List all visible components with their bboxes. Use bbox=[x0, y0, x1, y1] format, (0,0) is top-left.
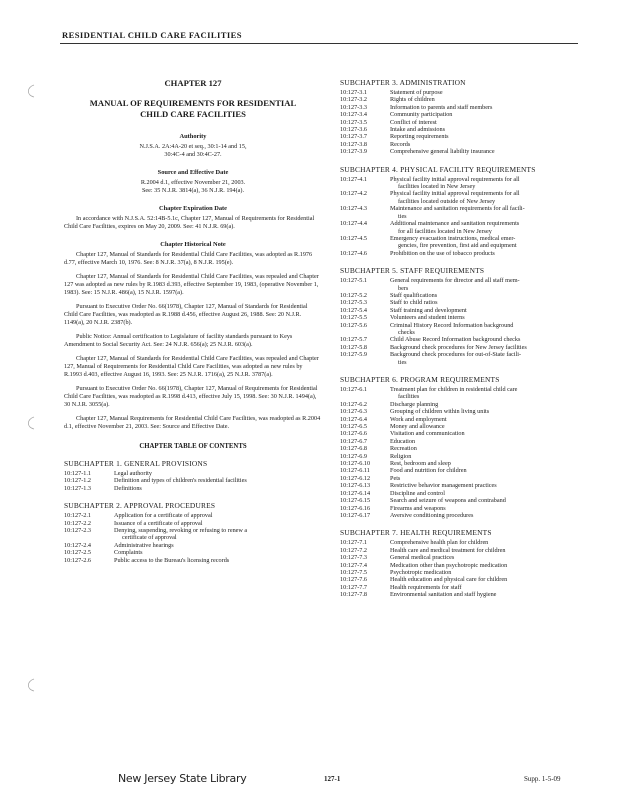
section-title: Volunteers and student interns bbox=[390, 314, 465, 322]
section-title: Staff qualifications bbox=[390, 291, 438, 299]
toc-row bbox=[340, 351, 586, 366]
section-number: 10:127-3.5 bbox=[340, 118, 367, 126]
section-number: 10:127-3.1 bbox=[340, 89, 367, 96]
toc-row bbox=[340, 460, 586, 467]
section-title: Health care and medical treatment for children bbox=[390, 546, 506, 554]
section-number: 10:127-6.5 bbox=[340, 423, 367, 431]
toc-row bbox=[340, 322, 586, 337]
toc-row bbox=[340, 569, 586, 576]
section-title: Search and seizure of weapons and contraband bbox=[390, 497, 506, 505]
section-title: Health education and physical care for children bbox=[390, 576, 508, 584]
toc-row bbox=[64, 520, 322, 527]
toc-list bbox=[340, 277, 586, 366]
toc-row bbox=[340, 453, 586, 460]
toc-row bbox=[340, 576, 586, 583]
toc-list bbox=[340, 89, 586, 156]
section-number: 10:127-6.13 bbox=[340, 482, 371, 490]
toc-row bbox=[340, 205, 586, 220]
section-title: Statement of purpose bbox=[390, 89, 443, 96]
section-title-text: Maintenance and sanitation requirements for all facili- bbox=[390, 205, 525, 213]
section-title: Intake and admissions bbox=[390, 126, 445, 134]
toc-row bbox=[340, 482, 586, 489]
history-paragraph: Pursuant to Executive Order No. 66(1978), Chapter 127, Manual of Requirements for Residential Child Care Facilities, was readopted as R.1998 d.413, effective July 15, 1998. See: 30 N.J.R. 1494(a), 30 N.J.R. 3055(a). bbox=[64, 385, 318, 408]
section-number: 10:127-5.8 bbox=[340, 343, 367, 351]
section-number: 10:127-1.2 bbox=[64, 477, 91, 485]
section-title: Community participation bbox=[390, 111, 453, 119]
section-number: 10:127-6.11 bbox=[340, 467, 370, 475]
section-number: 10:127-2.6 bbox=[64, 556, 91, 564]
history-paragraph: Chapter 127, Manual of Standards for Residential Child Care Facilities, was repealed and Chapter 127 was adopted as new rules by R.1983 d.393, effective September 19, 1983, (operative November 1, 1983). See: 15 N.J.R. 486(a), 15 N.J.R. 1597(a). bbox=[64, 273, 319, 296]
toc-row bbox=[340, 430, 586, 437]
toc-row bbox=[340, 438, 586, 445]
expiration-heading: Chapter Expiration Date bbox=[158, 205, 228, 212]
section-title: Prohibition on the use of tobacco products bbox=[390, 249, 495, 257]
toc-row bbox=[340, 445, 586, 452]
toc-row bbox=[64, 485, 322, 492]
subchapter-4 bbox=[340, 165, 586, 257]
section-number: 10:127-6.4 bbox=[340, 415, 367, 423]
section-title: Comprehensive general liability insurance bbox=[390, 148, 495, 156]
chapter-title bbox=[64, 98, 322, 119]
section-title-text: General requirements for director and all staff mem- bbox=[390, 277, 520, 285]
section-title-text: Physical facility initial approval requirements for all bbox=[390, 175, 520, 183]
section-number: 10:127-2.2 bbox=[64, 519, 91, 527]
toc-row bbox=[340, 416, 586, 423]
section-title: Definition and types of children's residential facilities bbox=[114, 477, 247, 485]
section-title bbox=[386, 220, 586, 235]
section-number: 10:127-6.9 bbox=[340, 452, 367, 460]
section-title-continued: facilities bbox=[398, 393, 420, 401]
history-paragraph: Chapter 127, Manual Requirements for Residential Child Care Facilities, was readopted as R.2004 d.1, effective November 21, 2003. See: Source and Effective Date. bbox=[64, 415, 321, 430]
section-title: Psychotropic medication bbox=[390, 568, 452, 576]
toc-row bbox=[340, 190, 586, 205]
section-title bbox=[386, 322, 586, 337]
section-number: 10:127-7.3 bbox=[340, 554, 367, 562]
section-title: Food and nutrition for children bbox=[390, 467, 467, 475]
section-number: 10:127-4.4 bbox=[340, 220, 367, 228]
toc-row bbox=[64, 527, 322, 542]
toc-list bbox=[340, 539, 586, 598]
section-title-text: Additional maintenance and sanitation requirements bbox=[390, 220, 520, 228]
chapter-number: CHAPTER 127 bbox=[164, 78, 222, 88]
toc-row bbox=[340, 133, 586, 140]
section-title: Rest, bedroom and sleep bbox=[390, 460, 451, 468]
section-number: 10:127-7.4 bbox=[340, 561, 367, 569]
section-title-continued: facilities located outside of New Jersey bbox=[398, 197, 496, 205]
toc-list bbox=[340, 176, 586, 257]
section-title: Health requirements for staff bbox=[390, 583, 462, 591]
toc-row bbox=[64, 477, 322, 484]
toc-row bbox=[64, 542, 322, 549]
section-title bbox=[110, 527, 322, 542]
section-title: Grouping of children within living units bbox=[390, 408, 490, 416]
section-number: 10:127-4.1 bbox=[340, 175, 367, 183]
subchapter-heading: SUBCHAPTER 1. GENERAL PROVISIONS bbox=[64, 459, 208, 468]
left-column bbox=[64, 78, 322, 564]
toc-list bbox=[64, 470, 322, 492]
punch-hole-mark bbox=[24, 416, 36, 430]
page-number: 127-1 bbox=[324, 775, 341, 783]
section-title-text: Denying, suspending, revoking or refusing to renew a bbox=[114, 527, 248, 535]
subchapter-heading: SUBCHAPTER 4. PHYSICAL FACILITY REQUIREMENTS bbox=[340, 164, 536, 174]
section-number: 10:127-1.3 bbox=[64, 484, 91, 492]
history-heading: Chapter Historical Note bbox=[160, 241, 226, 248]
subchapter-2 bbox=[64, 501, 322, 564]
toc-row bbox=[340, 539, 586, 546]
section-title-continued: for all facilities located in New Jersey bbox=[398, 227, 492, 235]
section-title: Information to parents and staff members bbox=[390, 103, 493, 111]
section-number: 10:127-3.4 bbox=[340, 111, 367, 119]
toc-row bbox=[340, 277, 586, 292]
section-title-text: Background check procedures for out-of-State facili- bbox=[390, 351, 522, 359]
source-text bbox=[64, 179, 322, 195]
toc-row bbox=[340, 250, 586, 257]
toc-row bbox=[340, 220, 586, 235]
section-number: 10:127-6.12 bbox=[340, 474, 371, 482]
section-title-text: Physical facility initial approval requirements for all bbox=[390, 190, 520, 198]
section-number: 10:127-7.2 bbox=[340, 546, 367, 554]
section-title: Records bbox=[390, 140, 411, 148]
toc-row bbox=[340, 104, 586, 111]
source-line: See: 35 N.J.R. 3814(a), 36 N.J.R. 194(a). bbox=[141, 187, 245, 194]
section-title: Staff training and development bbox=[390, 306, 467, 314]
section-number: 10:127-5.5 bbox=[340, 314, 367, 322]
expiration-text: In accordance with N.J.S.A. 52:14B-5.1c, Chapter 127, Manual of Requirements for Residential Child Care Facilities, expires on May 20, 2009. See: 41 N.J.R. 69(a). bbox=[64, 215, 315, 230]
section-title: Pets bbox=[390, 474, 401, 482]
section-title: Legal authority bbox=[114, 470, 152, 477]
toc-row bbox=[340, 591, 586, 598]
section-title: Environmental sanitation and staff hygiene bbox=[390, 591, 497, 599]
section-number: 10:127-6.7 bbox=[340, 437, 367, 445]
right-column bbox=[340, 78, 586, 599]
history-paragraph: Pursuant to Executive Order No. 66(1978), Chapter 127, Manual of Standards for Residential Child Care Facilities, was readopted as R.1988 d.456, effective August 26, 1988. See: 20 N.J.R. 1149(a), 20 N.J.R. 2387(b). bbox=[64, 303, 308, 326]
section-title: Visitation and communication bbox=[390, 430, 465, 438]
section-title-continued: bers bbox=[398, 284, 409, 292]
section-title: Discharge planning bbox=[390, 400, 439, 408]
section-title: Work and employment bbox=[390, 415, 447, 423]
section-title: Public access to the Bureau's licensing records bbox=[114, 556, 230, 564]
source-heading: Source and Effective Date bbox=[157, 169, 229, 176]
toc-row bbox=[340, 475, 586, 482]
toc-row bbox=[340, 307, 586, 314]
header-rule bbox=[60, 43, 578, 44]
toc-row bbox=[340, 111, 586, 118]
section-number: 10:127-6.8 bbox=[340, 445, 367, 453]
source-line: R.2004 d.1, effective November 21, 2003. bbox=[140, 179, 246, 186]
history-paragraph: Public Notice: Annual certification to Legislature of facility standards pursuant to Keys Amendment to Social Security Act. See: 24 N.J.R. 656(a); 25 N.J.R. 603(a). bbox=[64, 333, 293, 348]
section-title bbox=[386, 205, 586, 220]
toc-row bbox=[340, 176, 586, 191]
section-number: 10:127-6.15 bbox=[340, 497, 371, 505]
section-number: 10:127-5.9 bbox=[340, 351, 367, 359]
chapter-title-line: MANUAL OF REQUIREMENTS FOR RESIDENTIAL bbox=[89, 98, 297, 108]
toc-row bbox=[340, 336, 586, 343]
section-title: Issuance of a certificate of approval bbox=[114, 519, 203, 527]
subchapter-7 bbox=[340, 528, 586, 598]
section-title: Background check procedures for New Jersey facilities bbox=[390, 343, 527, 351]
section-title: Religion bbox=[390, 452, 412, 460]
toc-row bbox=[340, 96, 586, 103]
toc-title: CHAPTER TABLE OF CONTENTS bbox=[139, 443, 247, 450]
toc-row bbox=[340, 292, 586, 299]
section-title bbox=[386, 386, 586, 401]
authority-line: N.J.S.A. 2A:4A-20 et seq., 30:1-14 and 15, bbox=[139, 143, 247, 150]
toc-row bbox=[340, 386, 586, 401]
toc-row bbox=[340, 562, 586, 569]
section-number: 10:127-6.17 bbox=[340, 511, 371, 519]
toc-row bbox=[340, 148, 586, 155]
toc-row bbox=[64, 557, 322, 564]
history-paragraph: Chapter 127, Manual of Standards for Residential Child Care Facilities, was repealed and Chapter 127, Manual of Requirements for Residential Child Care Facilities, was adopted as new rules by R.1993 d.403, effective August 16, 1993. See: 25 N.J.R. 1716(a), 25 N.J.R. 3787(a). bbox=[64, 355, 319, 378]
section-number: 10:127-6.3 bbox=[340, 408, 367, 416]
library-watermark: New Jersey State Library bbox=[118, 772, 247, 785]
subchapter-heading: SUBCHAPTER 5. STAFF REQUIREMENTS bbox=[340, 266, 485, 276]
section-number: 10:127-7.1 bbox=[340, 539, 367, 547]
section-title-text: Treatment plan for children in residential child care bbox=[390, 386, 518, 393]
section-number: 10:127-3.8 bbox=[340, 140, 367, 148]
toc-row bbox=[64, 512, 322, 519]
subchapter-heading: SUBCHAPTER 7. HEALTH REQUIREMENTS bbox=[340, 528, 492, 538]
running-head: RESIDENTIAL CHILD CARE FACILITIES bbox=[62, 30, 242, 40]
section-title: Aversive conditioning procedures bbox=[390, 511, 474, 519]
punch-hole-mark bbox=[24, 678, 36, 692]
section-number: 10:127-4.5 bbox=[340, 234, 367, 242]
section-number: 10:127-6.6 bbox=[340, 430, 367, 438]
section-number: 10:127-2.1 bbox=[64, 512, 91, 520]
section-number: 10:127-5.6 bbox=[340, 321, 367, 329]
subchapter-1 bbox=[64, 459, 322, 492]
section-number: 10:127-5.7 bbox=[340, 336, 367, 344]
authority-text bbox=[64, 143, 322, 159]
section-number: 10:127-5.2 bbox=[340, 291, 367, 299]
section-number: 10:127-6.14 bbox=[340, 489, 371, 497]
section-title: Recreation bbox=[390, 445, 417, 453]
toc-row bbox=[64, 470, 322, 477]
section-number: 10:127-4.2 bbox=[340, 190, 367, 198]
section-title: Reporting requirements bbox=[390, 133, 449, 141]
section-title: Administrative hearings bbox=[114, 541, 174, 549]
section-title: General medical practices bbox=[390, 554, 455, 562]
section-title-continued: gencies, fire prevention, first aid and equipment bbox=[398, 242, 517, 250]
subchapter-heading: SUBCHAPTER 2. APPROVAL PROCEDURES bbox=[64, 501, 216, 511]
toc-list bbox=[64, 512, 322, 564]
section-title bbox=[386, 190, 586, 205]
section-title-continued: facilities located in New Jersey bbox=[398, 183, 476, 191]
toc-row bbox=[340, 512, 586, 519]
section-title: Application for a certificate of approval bbox=[114, 512, 213, 520]
punch-hole-mark bbox=[24, 84, 36, 98]
toc-row bbox=[340, 401, 586, 408]
section-title: Medication other than psychotropic medication bbox=[390, 561, 508, 569]
authority-line: 30:4C-4 and 30:4C-27. bbox=[164, 151, 222, 158]
section-number: 10:127-3.6 bbox=[340, 126, 367, 134]
section-number: 10:127-7.8 bbox=[340, 591, 367, 599]
toc-row bbox=[340, 505, 586, 512]
section-title: Staff to child ratios bbox=[390, 299, 438, 307]
toc-row bbox=[340, 89, 586, 96]
section-number: 10:127-5.3 bbox=[340, 299, 367, 307]
section-number: 10:127-6.1 bbox=[340, 386, 367, 393]
section-title: Restrictive behavior management practices bbox=[390, 482, 497, 490]
section-number: 10:127-7.7 bbox=[340, 583, 367, 591]
section-number: 10:127-1.1 bbox=[64, 470, 91, 477]
section-number: 10:127-6.16 bbox=[340, 504, 371, 512]
section-title bbox=[386, 235, 586, 250]
section-title: Definitions bbox=[114, 484, 142, 492]
section-number: 10:127-6.2 bbox=[340, 400, 367, 408]
section-number: 10:127-4.3 bbox=[340, 205, 367, 213]
section-title-continued: checks bbox=[398, 328, 415, 336]
section-title: Conflict of interest bbox=[390, 118, 437, 126]
section-number: 10:127-5.4 bbox=[340, 306, 367, 314]
section-title: Comprehensive health plan for children bbox=[390, 539, 489, 547]
section-number: 10:127-3.7 bbox=[340, 133, 367, 141]
toc-row bbox=[340, 235, 586, 250]
subchapter-heading: SUBCHAPTER 6. PROGRAM REQUIREMENTS bbox=[340, 375, 500, 384]
toc-row bbox=[340, 497, 586, 504]
section-title-continued: ties bbox=[398, 212, 407, 220]
history-notes bbox=[64, 251, 322, 431]
toc-row bbox=[340, 299, 586, 306]
history-paragraph: Chapter 127, Manual of Standards for Residential Child Care Facilities, was adopted as R.1976 d.77, effective March 10, 1976. See: 8 N.J.R. 37(a), 8 N.J.R. 195(e). bbox=[64, 251, 313, 266]
toc-list bbox=[340, 386, 586, 519]
section-number: 10:127-2.4 bbox=[64, 541, 91, 549]
subchapter-6 bbox=[340, 375, 586, 519]
subchapter-heading: SUBCHAPTER 3. ADMINISTRATION bbox=[340, 78, 466, 87]
chapter-title-line: CHILD CARE FACILITIES bbox=[140, 108, 246, 119]
section-number: 10:127-5.1 bbox=[340, 277, 367, 285]
toc-row bbox=[340, 126, 586, 133]
section-number: 10:127-3.9 bbox=[340, 148, 367, 156]
section-number: 10:127-3.3 bbox=[340, 103, 367, 111]
section-title bbox=[386, 277, 586, 292]
toc-row bbox=[340, 141, 586, 148]
toc-row bbox=[340, 554, 586, 561]
toc-row bbox=[340, 314, 586, 321]
section-number: 10:127-7.5 bbox=[340, 568, 367, 576]
section-title: Discipline and control bbox=[390, 489, 445, 497]
section-number: 10:127-7.6 bbox=[340, 576, 367, 584]
toc-row bbox=[340, 490, 586, 497]
section-number: 10:127-2.5 bbox=[64, 549, 91, 557]
section-title-continued: ties bbox=[398, 358, 407, 366]
toc-row bbox=[340, 344, 586, 351]
toc-row bbox=[340, 119, 586, 126]
toc-row bbox=[340, 423, 586, 430]
section-title-text: Emergency evacuation instructions, medical emer- bbox=[390, 234, 516, 242]
authority-heading: Authority bbox=[179, 133, 207, 140]
toc-row bbox=[340, 408, 586, 415]
toc-row bbox=[340, 547, 586, 554]
supplement-date: Supp. 1-5-09 bbox=[524, 775, 561, 783]
toc-row bbox=[340, 584, 586, 591]
section-number: 10:127-4.6 bbox=[340, 249, 367, 257]
section-title: Complaints bbox=[114, 549, 143, 557]
section-title: Child Abuse Record Information background checks bbox=[390, 336, 521, 344]
section-title-continued: certificate of approval bbox=[122, 534, 177, 542]
section-title: Firearms and weapons bbox=[390, 504, 446, 512]
toc-row bbox=[64, 549, 322, 556]
section-title: Education bbox=[390, 437, 416, 445]
section-number: 10:127-2.3 bbox=[64, 527, 91, 535]
section-title bbox=[386, 176, 586, 191]
section-title: Money and allowance bbox=[390, 423, 445, 431]
subchapter-3 bbox=[340, 78, 586, 156]
section-title: Rights of children bbox=[390, 96, 435, 104]
toc-row bbox=[340, 467, 586, 474]
section-title-text: Criminal History Record Information background bbox=[390, 321, 514, 329]
section-number: 10:127-6.10 bbox=[340, 460, 371, 468]
section-number: 10:127-3.2 bbox=[340, 96, 367, 104]
section-title bbox=[386, 351, 586, 366]
subchapter-5 bbox=[340, 266, 586, 366]
